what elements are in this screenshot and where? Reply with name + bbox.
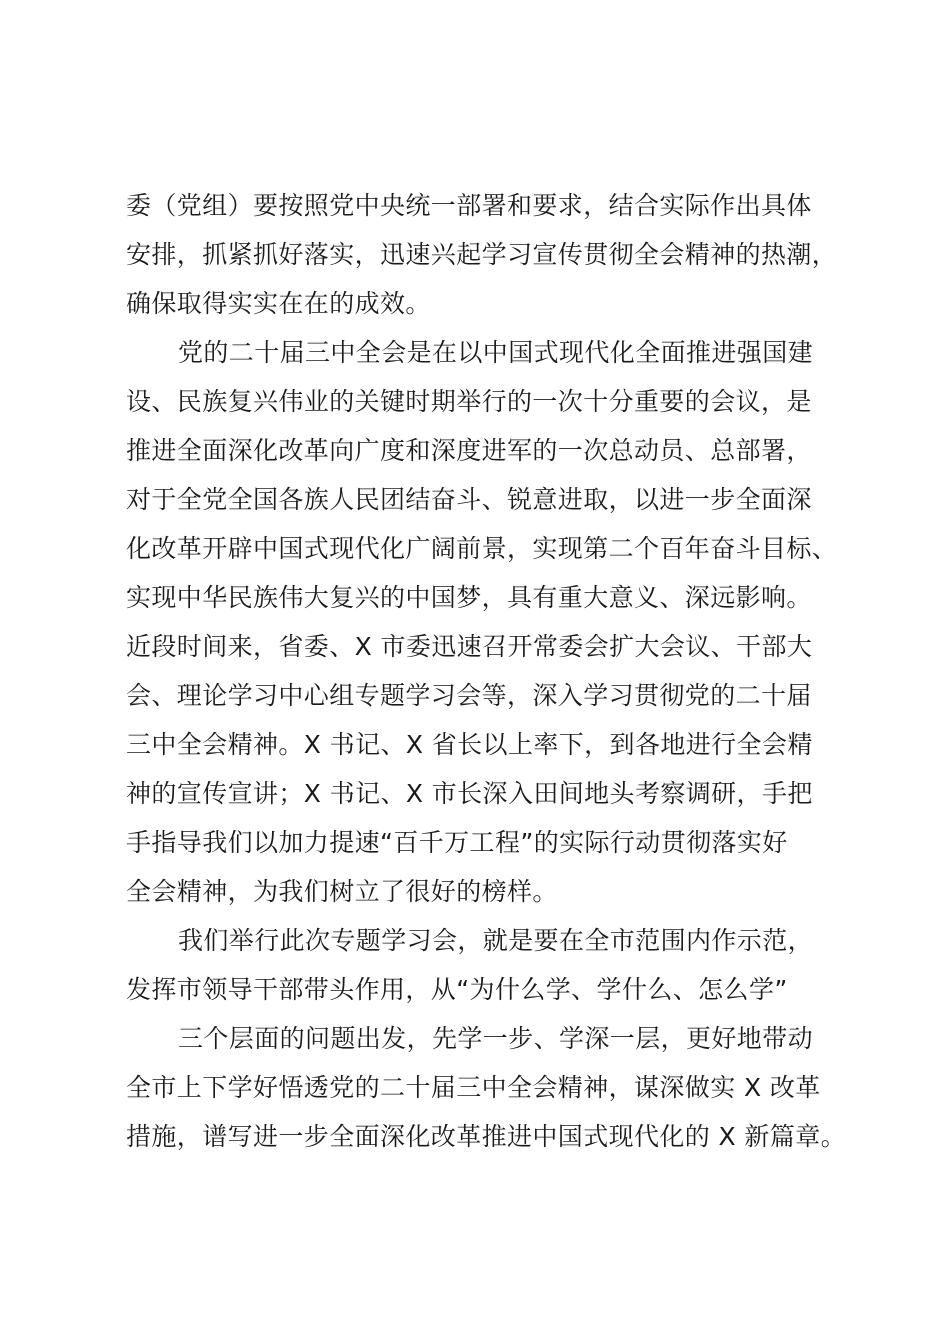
paragraph-study-session — [126, 916, 856, 1014]
text-line: 实现中华民族伟大复兴的中国梦，具有重大意义、深远影响。 — [126, 583, 812, 612]
text-line: 设、民族复兴伟业的关键时期举行的一次十分重要的会议，是 — [126, 387, 812, 416]
text-line: 党的二十届三中全会是在以中国式现代化全面推进强国建 — [178, 338, 814, 367]
text-line: 化改革开辟中国式现代化广阔前景，实现第二个百年奋斗目标、 — [126, 534, 838, 563]
text-line: 会、理论学习中心组专题学习会等，深入学习贯彻党的二十届 — [126, 681, 812, 710]
text-line: 全会精神，为我们树立了很好的榜样。 — [126, 877, 558, 906]
text-line: 委（党组）要按照党中央统一部署和要求，结合实际作出具体 — [126, 191, 812, 220]
text-line: 三中全会精神。X 书记、X 省长以上率下，到各地进行全会精 — [126, 730, 813, 759]
text-line: 确保取得实实在在的成效。 — [126, 289, 431, 318]
text-line: 对于全党全国各族人民团结奋斗、锐意进取，以进一步全面深 — [126, 485, 812, 514]
text-line: 手指导我们以加力提速“百千万工程”的实际行动贯彻落实好 — [126, 828, 788, 857]
text-line: 全市上下学好悟透党的二十届三中全会精神，谋深做实 X 改革 — [126, 1073, 821, 1102]
text-line: 我们举行此次专题学习会，就是要在全市范围内作示范， — [178, 926, 814, 955]
paragraph-three-levels — [126, 1014, 856, 1161]
text-line: 神的宣传宣讲；X 书记、X 市长深入田间地头考察调研，手把 — [126, 779, 813, 808]
text-line: 安排，抓紧抓好落实，迅速兴起学习宣传贯彻全会精神的热潮， — [126, 240, 838, 269]
text-line: 发挥市领导干部带头作用，从“为什么学、学什么、怎么学” — [126, 975, 788, 1004]
text-line: 措施，谱写进一步全面深化改革推进中国式现代化的 X 新篇章。 — [126, 1122, 847, 1151]
paragraph-third-plenum — [126, 328, 856, 916]
paragraph-continuation — [126, 181, 856, 328]
text-line: 近段时间来，省委、X 市委迅速召开常委会扩大会议、干部大 — [126, 632, 813, 661]
text-line: 三个层面的问题出发，先学一步、学深一层，更好地带动 — [178, 1024, 814, 1053]
text-line: 推进全面深化改革向广度和深度进军的一次总动员、总部署， — [126, 436, 812, 465]
document-body — [126, 181, 856, 1161]
